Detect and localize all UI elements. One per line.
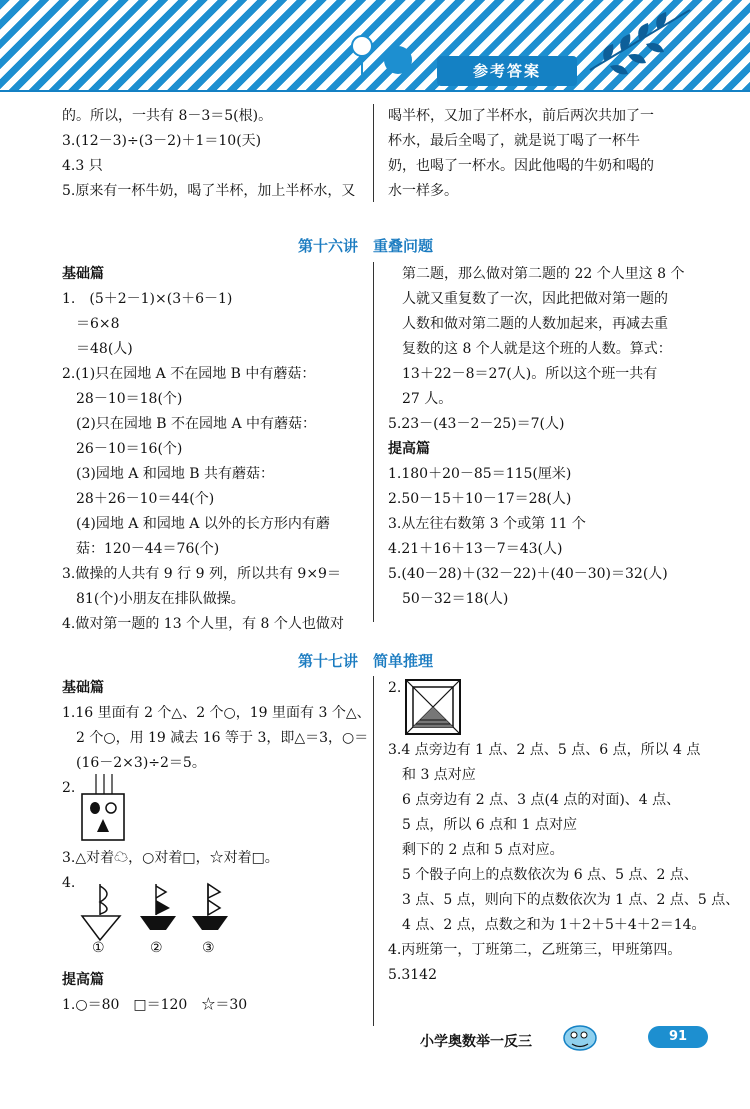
text-line: 3.(12－3)÷(3－2)＋1＝10(天) bbox=[62, 133, 262, 149]
text-line: (16－2×3)÷2＝5。 bbox=[62, 755, 206, 771]
boat-2-figure bbox=[140, 884, 176, 930]
top-right-column bbox=[388, 104, 708, 204]
text-line: 81(个)小朋友在排队做操。 bbox=[62, 591, 245, 607]
book-title: 小学奥数举一反三 bbox=[420, 1034, 532, 1050]
text-line: 5.(40－28)＋(32－22)＋(40－30)＝32(人) bbox=[388, 566, 668, 582]
text-line: 1.180＋20－85＝115(厘米) bbox=[388, 466, 572, 482]
text-line: 28＋26－10＝44(个) bbox=[62, 491, 215, 507]
text-line: 2. bbox=[62, 780, 76, 796]
text-line: 5 点，所以 6 点和 1 点对应 bbox=[388, 817, 577, 833]
mascot-icon bbox=[560, 1018, 600, 1054]
text-line: 5.23－(43－2－25)＝7(人) bbox=[388, 416, 565, 432]
boat-1-figure bbox=[82, 884, 120, 940]
boat-label: ② bbox=[150, 940, 163, 956]
column-divider bbox=[373, 676, 374, 1026]
subheading: 提高篇 bbox=[388, 441, 430, 457]
text-line: 4. bbox=[62, 875, 76, 891]
text-line: 3.从左往右数第 3 个或第 11 个 bbox=[388, 516, 586, 532]
text-line: 27 人。 bbox=[388, 391, 453, 407]
column-divider bbox=[373, 262, 374, 622]
text-line: (3)园地 A 和园地 B 共有蘑菇： bbox=[62, 466, 275, 482]
face-box-figure bbox=[80, 772, 130, 844]
page-number: 91 bbox=[648, 1026, 708, 1048]
text-line: 第二题，那么做对第二题的 22 个人里这 8 个 bbox=[388, 266, 685, 282]
text-line: 2 个○，用 19 减去 16 等于 3，即△＝3，○＝ bbox=[62, 730, 369, 746]
text-line: 5 个骰子向上的点数依次为 6 点、5 点、2 点、 bbox=[388, 867, 698, 883]
section16-right-column bbox=[388, 262, 728, 612]
boat-label: ③ bbox=[202, 940, 215, 956]
subheading: 基础篇 bbox=[62, 680, 104, 696]
text-line: 杯水，最后全喝了，就是说丁喝了一杯牛 bbox=[388, 133, 640, 149]
text-line: 和 3 点对应 bbox=[388, 767, 476, 783]
section17-right-column bbox=[388, 738, 740, 988]
text-line: 28－10＝18(个) bbox=[62, 391, 183, 407]
section17-left-bottom bbox=[62, 968, 372, 1018]
text-line: 1.16 里面有 2 个△、2 个○，19 里面有 3 个△、 bbox=[62, 705, 371, 721]
boat-3-figure bbox=[192, 884, 228, 930]
text-line: 剩下的 2 点和 5 点对应。 bbox=[388, 842, 564, 858]
column-divider bbox=[373, 104, 374, 202]
text-line: 50－32＝18(人) bbox=[388, 591, 509, 607]
header-banner bbox=[0, 0, 750, 92]
text-line: 4.丙班第一，丁班第二，乙班第三，甲班第四。 bbox=[388, 942, 682, 958]
text-line: 人就又重复数了一次，因此把做对第一题的 bbox=[388, 291, 668, 307]
text-line: 2.(1)只在园地 A 不在园地 B 中有蘑菇： bbox=[62, 366, 316, 382]
text-line: 2.50－15＋10－17＝28(人) bbox=[388, 491, 572, 507]
text-line: 3.做操的人共有 9 行 9 列，所以共有 9×9＝ bbox=[62, 566, 341, 582]
text-line: ＝6×8 bbox=[62, 316, 120, 332]
subheading: 基础篇 bbox=[62, 266, 104, 282]
text-line: 4.21＋16＋13－7＝43(人) bbox=[388, 541, 563, 557]
text-line: 3 点、5 点，则向下的点数依次为 1 点、2 点、5 点、 bbox=[388, 892, 740, 908]
text-line: 4.做对第一题的 13 个人里，有 8 个人也做对 bbox=[62, 616, 344, 632]
text-line: 奶，也喝了一杯水。因此他喝的牛奶和喝的 bbox=[388, 158, 654, 174]
top-left-column bbox=[62, 104, 367, 204]
text-line: 1.○＝80 □＝120 ☆＝30 bbox=[62, 997, 248, 1013]
header-rule bbox=[0, 90, 750, 92]
text-line: 4 点、2 点，点数之和为 1＋2＋5＋4＋2＝14。 bbox=[388, 917, 706, 933]
text-line: (2)只在园地 B 不在园地 A 中有蘑菇： bbox=[62, 416, 317, 432]
leaf-decoration-icon bbox=[0, 0, 750, 92]
text-line: 13＋22－8＝27(人)。所以这个班一共有 bbox=[388, 366, 658, 382]
boat-label: ① bbox=[92, 940, 105, 956]
answer-tab: 参考答案 bbox=[437, 56, 577, 86]
subheading: 提高篇 bbox=[62, 972, 104, 988]
text-line: 菇：120－44＝76(个) bbox=[62, 541, 220, 557]
text-line: 2. bbox=[388, 680, 402, 696]
text-line: (4)园地 A 和园地 A 以外的长方形内有蘑 bbox=[62, 516, 330, 532]
section-title: 第十七讲 简单推理 bbox=[298, 652, 434, 670]
text-line: 喝半杯，又加了半杯水，前后两次共加了一 bbox=[388, 108, 654, 124]
text-line: 复数的这 8 个人就是这个班的人数。算式： bbox=[388, 341, 672, 357]
section16-left-column bbox=[62, 262, 372, 637]
text-line: 5.原来有一杯牛奶，喝了半杯，加上半杯水，又 bbox=[62, 183, 356, 199]
text-line: 3.4 点旁边有 1 点、2 点、5 点、6 点，所以 4 点 bbox=[388, 742, 701, 758]
text-line: 人数和做对第二题的人数加起来，再减去重 bbox=[388, 316, 668, 332]
text-line: ＝48(人) bbox=[62, 341, 133, 357]
text-line: 5.3142 bbox=[388, 967, 437, 983]
square-pattern-figure bbox=[404, 678, 462, 736]
text-line: 水一样多。 bbox=[388, 183, 458, 199]
text-line: 3.△对着☁，○对着□，☆对着□。 bbox=[62, 850, 279, 866]
boat-labels bbox=[92, 940, 272, 960]
text-line: 6 点旁边有 2 点、3 点(4 点的对面)、4 点、 bbox=[388, 792, 681, 808]
text-line: 4.3 只 bbox=[62, 158, 103, 174]
section-title: 第十六讲 重叠问题 bbox=[298, 237, 434, 255]
text-line: 的。所以，一共有 8－3＝5(根)。 bbox=[62, 108, 273, 124]
text-line: 26－10＝16(个) bbox=[62, 441, 183, 457]
text-line: 1. (5＋2－1)×(3＋6－1) bbox=[62, 291, 233, 307]
